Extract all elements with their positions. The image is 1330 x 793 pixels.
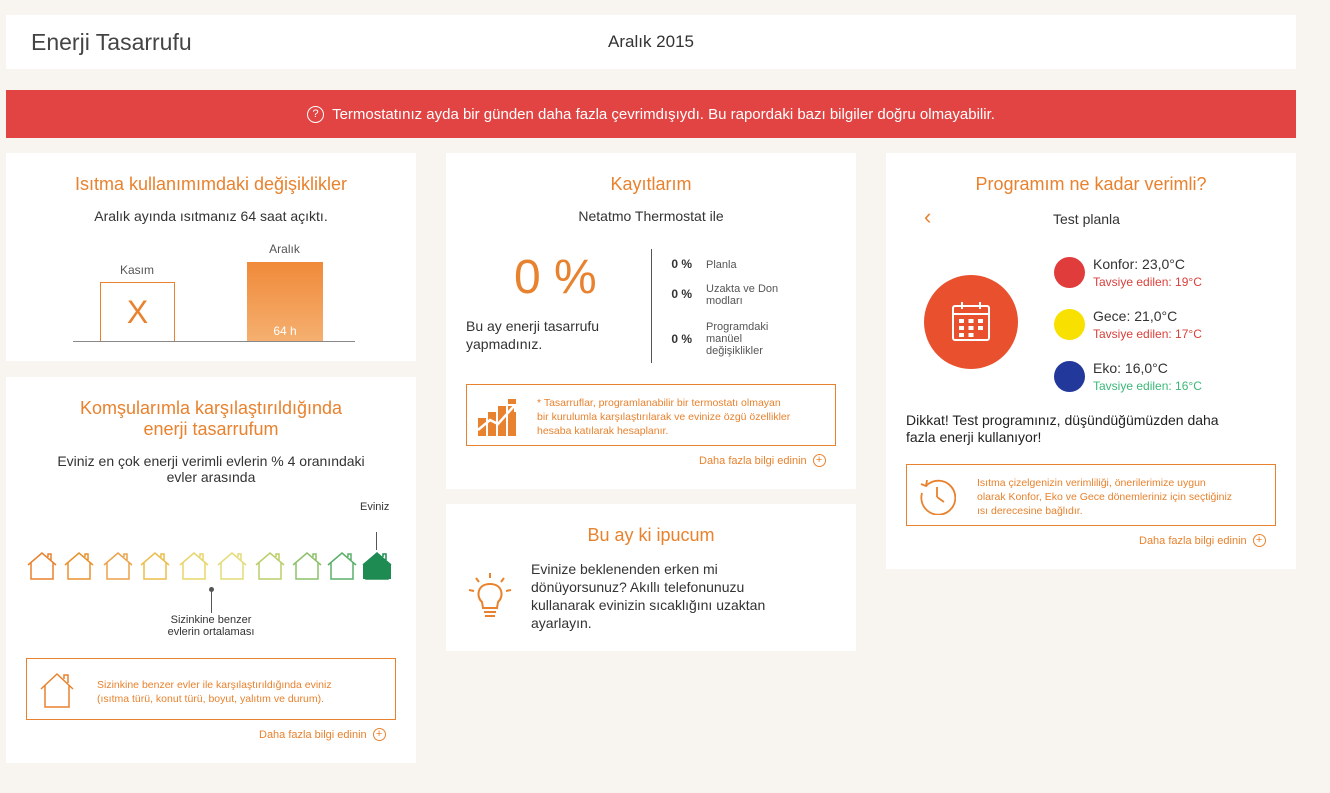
neighbors-title-line1: Komşularımla karşılaştırıldığında — [79, 398, 343, 418]
offline-alert-banner — [6, 90, 1296, 138]
alert-text: Termostatınız ayda bir günden daha fazla çevrimdışıydı. Bu rapordaki bazı bilgiler doğru olmayabilir. — [332, 105, 995, 123]
night-temp: Gece: 21,0°C — [1093, 308, 1178, 324]
records-more-link[interactable] — [699, 454, 826, 467]
clock-icon — [918, 477, 956, 515]
record-label-line3: değişiklikler — [706, 345, 763, 357]
house-outline-icon — [38, 671, 76, 709]
program-info-box — [906, 464, 1276, 526]
neighbors-summary-line1: Eviniz en çok enerji verimli evlerin % 4 oranındaki — [57, 453, 365, 469]
app-title: Enerji Tasarrufu — [31, 29, 192, 55]
schedule-circle — [924, 275, 1018, 369]
tip-text-line3: kullanarak evinizin sıcaklığını uzaktan — [531, 597, 766, 613]
program-card-title: Programım ne kadar verimli? — [975, 174, 1207, 194]
program-info-line2: olarak Konfor, Eko ve Gece dönemleriniz için seçtiğiniz — [977, 491, 1233, 503]
eco-temp: Eko: 16,0°C — [1093, 360, 1168, 376]
neighbors-card-title — [6, 398, 416, 440]
comfort-recommended: Tavsiye edilen: 19°C — [1093, 275, 1202, 289]
warning-line1: Dikkat! Test programınız, düşündüğümüzden daha — [906, 412, 1219, 428]
record-pct: 0 % — [671, 287, 692, 301]
calendar-icon — [949, 300, 993, 344]
eco-color-dot — [1054, 361, 1085, 392]
records-card-title: Kayıtlarım — [610, 174, 692, 194]
record-label-line1: Uzakta ve Don — [706, 283, 779, 295]
program-info-line3: ısı derecesine bağlıdır. — [977, 505, 1083, 517]
total-savings-value: 0 % — [514, 251, 597, 304]
neighbors-more-link[interactable] — [259, 728, 386, 741]
neighbors-summary-line2: evler arasında — [166, 469, 256, 485]
record-label — [706, 283, 806, 307]
plus-circle-icon: + — [373, 728, 386, 741]
tip-card-title: Bu ay ki ipucum — [587, 525, 715, 545]
average-marker-line — [211, 591, 212, 613]
heating-usage-card — [6, 153, 416, 361]
plus-circle-icon: + — [813, 454, 826, 467]
records-note-line1: * Tasarruflar, programlanabilir bir termostatı olmayan — [537, 397, 781, 409]
no-data-mark: X — [126, 293, 149, 330]
record-label-line2: manüel — [706, 333, 743, 345]
neighbors-title-line2: enerji tasarrufum — [143, 419, 279, 439]
records-divider — [651, 249, 652, 363]
house-icon — [254, 551, 286, 581]
records-note-line2: bir kurulumla karşılaştırılarak ve evinize özgü özellikler — [537, 411, 791, 423]
savings-chart-icon — [476, 394, 520, 436]
records-info-box — [466, 384, 836, 446]
heating-summary: Aralık ayında ısıtmanız 64 saat açıktı. — [94, 208, 328, 224]
curr-month-label: Aralık — [269, 242, 300, 256]
tip-text-line4: ayarlayın. — [531, 615, 592, 631]
total-savings-caption — [466, 317, 599, 353]
house-icon — [216, 551, 248, 581]
record-label — [706, 321, 806, 357]
warning-line2: fazla enerji kullanıyor! — [906, 429, 1042, 445]
your-home-marker — [376, 532, 377, 550]
savings-caption-line1: Bu ay enerji tasarrufu — [466, 318, 600, 334]
record-label-line1: Programdaki — [706, 321, 769, 333]
report-month: Aralık 2015 — [608, 32, 694, 51]
program-more-text: Daha fazla bilgi edinin — [1139, 534, 1247, 547]
house-icon — [139, 551, 171, 581]
records-subtitle: Netatmo Thermostat ile — [578, 208, 724, 224]
records-more-text: Daha fazla bilgi edinin — [699, 454, 807, 467]
question-circle-icon: ? — [307, 106, 324, 123]
night-recommended: Tavsiye edilen: 17°C — [1093, 327, 1202, 341]
curr-month-bar-value: 64 h — [273, 324, 297, 338]
lightbulb-icon — [468, 572, 512, 620]
records-note-line3: hesaba katılarak hesaplanır. — [537, 425, 669, 437]
records-info-text — [537, 396, 790, 438]
tip-text-line1: Evinize beklenenden erken mi — [531, 561, 718, 577]
prev-month-label: Kasım — [119, 263, 154, 277]
record-pct: 0 % — [671, 257, 692, 271]
tip-text-line2: dönüyorsunuz? Akıllı telefonunuzu — [531, 579, 745, 595]
your-home-house-icon — [361, 551, 393, 581]
average-label — [136, 614, 286, 638]
savings-caption-line2: yapmadınız. — [466, 336, 543, 352]
program-efficiency-card — [886, 153, 1296, 569]
house-icon — [326, 551, 358, 581]
chevron-left-icon[interactable]: ‹ — [924, 204, 932, 229]
your-home-label: Eviniz — [360, 501, 390, 513]
heating-card-title: Isıtma kullanımımdaki değişiklikler — [74, 174, 348, 194]
program-more-link[interactable] — [1139, 534, 1266, 547]
tip-text — [531, 560, 765, 632]
curr-month-bar — [247, 262, 323, 342]
record-label: Planla — [706, 259, 737, 271]
neighbors-info-box — [26, 658, 396, 720]
program-info-line1: Isıtma çizelgenizin verimliliği, önerilerimize uygun — [977, 477, 1206, 489]
record-item-away-frost — [656, 283, 806, 307]
neighbors-info-text — [97, 678, 332, 706]
header-bar — [6, 15, 1296, 69]
night-color-dot — [1054, 309, 1085, 340]
plan-name: Test planla — [1053, 211, 1120, 227]
house-icon — [63, 551, 95, 581]
records-card — [446, 153, 856, 489]
neighbors-comparison-card — [6, 377, 416, 763]
program-warning — [906, 412, 1219, 446]
neighbors-info-line1: Sizinkine benzer evler ile karşılaştırıldığında eviniz — [97, 679, 332, 691]
eco-recommended: Tavsiye edilen: 16°C — [1093, 379, 1202, 393]
program-info-text — [977, 476, 1232, 518]
chart-baseline — [73, 341, 355, 342]
record-pct: 0 % — [671, 332, 692, 346]
record-item-manual-changes — [656, 321, 806, 357]
house-icon — [26, 551, 58, 581]
neighbors-more-text: Daha fazla bilgi edinin — [259, 728, 367, 741]
record-item-schedule — [656, 257, 806, 271]
plus-circle-icon: + — [1253, 534, 1266, 547]
house-icon — [178, 551, 210, 581]
neighbors-summary — [6, 453, 416, 485]
neighbors-info-line2: (ısıtma türü, konut türü, boyut, yalıtım ve durum). — [97, 693, 325, 705]
comfort-temp: Konfor: 23,0°C — [1093, 256, 1185, 272]
average-label-line2: evlerin ortalaması — [167, 626, 255, 638]
house-icon — [102, 551, 134, 581]
comfort-color-dot — [1054, 257, 1085, 288]
monthly-tip-card — [446, 504, 856, 651]
average-label-line1: Sizinkine benzer — [170, 614, 252, 626]
prev-month-bar-empty — [100, 282, 175, 342]
record-label-line2: modları — [706, 295, 743, 307]
house-icon — [291, 551, 323, 581]
